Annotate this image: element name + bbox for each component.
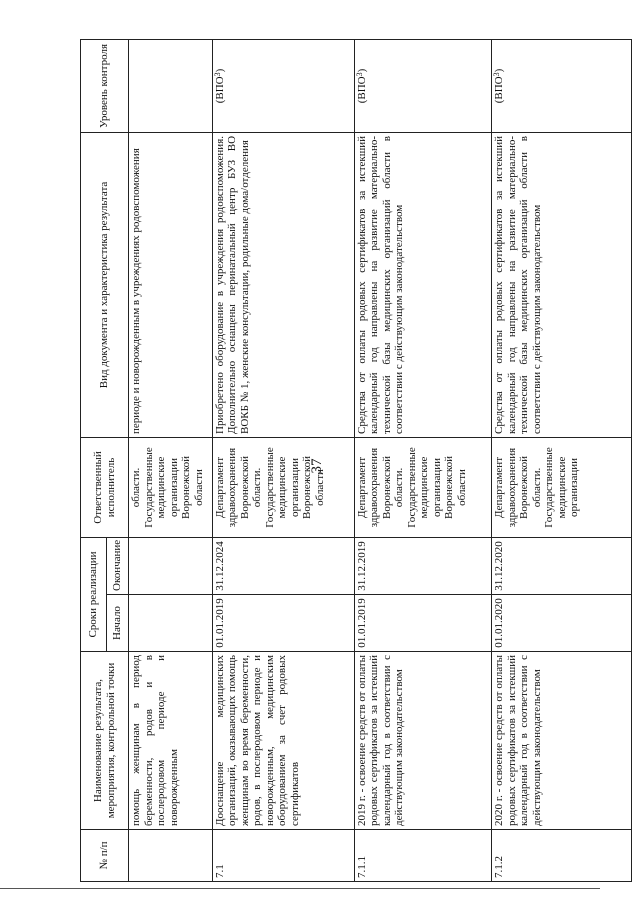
cell-start: 01.01.2019 <box>212 595 354 652</box>
cell-num <box>129 830 213 882</box>
level-footnote: 3 <box>354 72 364 77</box>
cell-num: 7.1.2 <box>492 830 632 882</box>
level-footnote: 3 <box>492 72 502 77</box>
header-end: Окончание <box>107 537 129 594</box>
cell-name: 2019 г. - освоение средств от оплаты родовых сертификатов за истекший календарный год в соответствии с действующим законодательством <box>354 652 492 830</box>
cell-end: 31.12.2019 <box>354 537 492 594</box>
cell-doc: Средства от оплаты родовых сертификатов за истекший календарный год направлены на развитие материально-технической базы медицинских организаций области в соответствии с действующим законодательством <box>354 132 492 437</box>
cell-executor: Департамент здравоохранения Воронежской области. Государственные медицинские организации Воронежской области <box>354 437 492 537</box>
level-text: (ВПО <box>493 76 506 104</box>
level-text-end: ) <box>213 68 226 73</box>
header-num: № п/п <box>81 830 129 882</box>
level-footnote: 3 <box>212 72 222 77</box>
table-row <box>212 39 354 881</box>
table-row <box>129 39 213 881</box>
header-level: Уровень контроля <box>81 39 129 132</box>
level-text-end: ) <box>493 68 506 73</box>
cell-name: Дооснащение медицинских организаций, оказывающих помощь женщинам во время беременности, родов, в послеродовом периоде и новорожденным, медицинским оборудованием за счет родовых сертификатов <box>212 652 354 830</box>
header-terms: Сроки реализации <box>81 537 107 651</box>
cell-executor: области. Государственные медицинские организации Воронежской области <box>129 437 213 537</box>
cell-num: 7.1.1 <box>354 830 492 882</box>
cell-level <box>492 39 632 132</box>
header-executor: Ответственный исполнитель <box>81 437 129 537</box>
cell-start: 01.01.2020 <box>492 595 632 652</box>
footer-rule <box>0 888 600 889</box>
header-start: Начало <box>107 595 129 652</box>
cell-level <box>354 39 492 132</box>
cell-name: 2020 г. - освоение средств от оплаты родовых сертификатов за истекший календарный год в соответствии с действующим законодательством <box>492 652 632 830</box>
cell-start <box>129 595 213 652</box>
cell-doc: периоде и новорожденным в учреждениях родовспоможения <box>129 132 213 437</box>
cell-end: 31.12.2020 <box>492 537 632 594</box>
header-doc: Вид документа и характеристика результата <box>81 132 129 437</box>
table-row <box>354 39 492 881</box>
cell-num: 7.1 <box>212 830 354 882</box>
cell-end <box>129 537 213 594</box>
cell-end: 31.12.2024 <box>212 537 354 594</box>
table-row <box>492 39 632 881</box>
page-number: 37 <box>309 458 325 474</box>
level-text: (ВПО <box>355 76 368 104</box>
plan-table <box>80 39 632 882</box>
cell-start: 01.01.2019 <box>354 595 492 652</box>
cell-level <box>129 39 213 132</box>
level-text-end: ) <box>355 68 368 73</box>
rotated-table-wrapper <box>80 40 632 882</box>
cell-name: помощь женщинам в период беременности, родов и в послеродовом периоде и новорожденным <box>129 652 213 830</box>
cell-level <box>212 39 354 132</box>
header-name: Наименование результата, мероприятия, контрольной точки <box>81 652 129 830</box>
cell-executor: Департамент здравоохранения Воронежской области. Государственные медицинские организации Воронежской области <box>212 437 354 537</box>
cell-doc: Приобретено оборудование в учреждения родовспоможения. Дополнительно оснащены перинатальный центр БУЗ ВО ВОКБ № 1, женские консультации, родильные дома/отделения <box>212 132 354 437</box>
cell-doc: Средства от оплаты родовых сертификатов за истекший календарный год направлены на развитие материально-технической базы медицинских организаций области в соответствии с действующим законодательством <box>492 132 632 437</box>
level-text: (ВПО <box>213 76 226 104</box>
cell-executor: Департамент здравоохранения Воронежской области. Государственные медицинские организации <box>492 437 632 537</box>
